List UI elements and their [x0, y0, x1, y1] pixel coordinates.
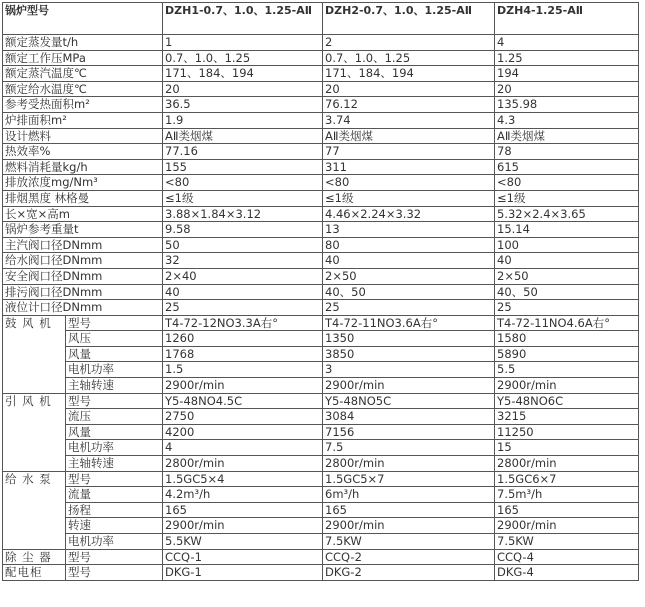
- spec-value: 40、50: [323, 284, 495, 300]
- spec-label: 给水阀口径DNmm: [3, 253, 163, 269]
- component-value: 3084: [323, 409, 495, 425]
- spec-value: 2×40: [163, 268, 323, 284]
- spec-value: 615: [495, 159, 639, 175]
- component-field-label: 风量: [66, 346, 163, 362]
- header-row: [3, 3, 639, 35]
- component-value: 2900r/min: [323, 378, 495, 394]
- component-value: 165: [495, 502, 639, 518]
- spec-value: 0.7、1.0、1.25: [323, 50, 495, 66]
- component-field-label: 型号: [66, 471, 163, 487]
- component-row: [3, 409, 639, 425]
- component-value: Y5-48NO4.5C: [163, 393, 323, 409]
- spec-label: 排放浓度mg/Nm³: [3, 175, 163, 191]
- component-row: [3, 315, 639, 331]
- spec-label: 热效率%: [3, 144, 163, 160]
- spec-value: AⅡ类烟煤: [495, 128, 639, 144]
- spec-row: [3, 97, 639, 113]
- spec-value: 40: [323, 253, 495, 269]
- spec-row: [3, 144, 639, 160]
- spec-value: 4.46×2.24×3.32: [323, 206, 495, 222]
- component-field-label: 型号: [66, 393, 163, 409]
- spec-value: 78: [495, 144, 639, 160]
- component-row: [3, 440, 639, 456]
- component-field-label: 电机功率: [66, 440, 163, 456]
- component-value: 2800r/min: [323, 456, 495, 472]
- component-value: 2900r/min: [163, 378, 323, 394]
- component-field-label: 流量: [66, 487, 163, 503]
- spec-value: 25: [163, 300, 323, 316]
- component-field-label: 转速: [66, 518, 163, 534]
- spec-row: [3, 50, 639, 66]
- component-value: 1.5: [163, 362, 323, 378]
- spec-value: 100: [495, 237, 639, 253]
- spec-value: 40: [163, 284, 323, 300]
- spec-value: 194: [495, 66, 639, 82]
- boiler-spec-table: [2, 2, 639, 581]
- spec-value: 2: [323, 35, 495, 51]
- spec-value: 50: [163, 237, 323, 253]
- spec-value: 3.88×1.84×3.12: [163, 206, 323, 222]
- component-value: 165: [163, 502, 323, 518]
- component-value: CCQ-4: [495, 549, 639, 565]
- spec-value: 25: [323, 300, 495, 316]
- component-value: 3850: [323, 346, 495, 362]
- component-value: 2900r/min: [163, 518, 323, 534]
- component-value: 1260: [163, 331, 323, 347]
- spec-value: <80: [163, 175, 323, 191]
- component-value: 1580: [495, 331, 639, 347]
- component-value: 2900r/min: [495, 378, 639, 394]
- spec-label: 炉排面积m²: [3, 112, 163, 128]
- model-header-1: DZH1-0.7、1.0、1.25-AⅡ: [163, 3, 323, 35]
- component-value: 7.5: [323, 440, 495, 456]
- spec-value: 155: [163, 159, 323, 175]
- spec-value: 40: [495, 253, 639, 269]
- component-value: DKG-2: [323, 565, 495, 581]
- spec-table-body: [3, 3, 639, 581]
- spec-row: [3, 268, 639, 284]
- spec-row: [3, 300, 639, 316]
- component-row: [3, 549, 639, 565]
- spec-value: 15.14: [495, 222, 639, 238]
- spec-label: 主汽阀口径DNmm: [3, 237, 163, 253]
- spec-value: 77.16: [163, 144, 323, 160]
- spec-row: [3, 284, 639, 300]
- component-value: DKG-1: [163, 565, 323, 581]
- component-field-label: 型号: [66, 549, 163, 565]
- component-row: [3, 393, 639, 409]
- spec-value: AⅡ类烟煤: [323, 128, 495, 144]
- spec-value: 1: [163, 35, 323, 51]
- spec-label: 排污阀口径DNmm: [3, 284, 163, 300]
- component-value: 2800r/min: [163, 456, 323, 472]
- component-field-label: 型号: [66, 315, 163, 331]
- spec-label: 额定蒸汽温度℃: [3, 66, 163, 82]
- spec-value: 40、50: [495, 284, 639, 300]
- component-value: 3: [323, 362, 495, 378]
- component-field-label: 扬程: [66, 502, 163, 518]
- spec-value: <80: [495, 175, 639, 191]
- component-value: 2800r/min: [495, 456, 639, 472]
- component-group-label: 除 尘 器: [3, 549, 66, 565]
- component-value: 1350: [323, 331, 495, 347]
- spec-row: [3, 66, 639, 82]
- component-row: [3, 362, 639, 378]
- spec-label: 安全阀口径DNmm: [3, 268, 163, 284]
- component-row: [3, 346, 639, 362]
- spec-row: [3, 81, 639, 97]
- spec-value: 20: [495, 81, 639, 97]
- component-value: DKG-4: [495, 565, 639, 581]
- component-field-label: 型号: [66, 565, 163, 581]
- spec-label: 排烟黑度 林格曼: [3, 190, 163, 206]
- spec-value: 311: [323, 159, 495, 175]
- component-value: 2900r/min: [495, 518, 639, 534]
- spec-value: 80: [323, 237, 495, 253]
- component-value: T4-72-12NO3.3A右°: [163, 315, 323, 331]
- spec-value: 20: [323, 81, 495, 97]
- component-row: [3, 331, 639, 347]
- component-field-label: 风量: [66, 424, 163, 440]
- spec-value: 0.7、1.0、1.25: [163, 50, 323, 66]
- spec-label: 额定蒸发量t/h: [3, 35, 163, 51]
- component-group-label: 鼓 风 机: [3, 315, 66, 393]
- component-value: T4-72-11NO4.6A右°: [495, 315, 639, 331]
- spec-value: <80: [323, 175, 495, 191]
- component-value: 5.5: [495, 362, 639, 378]
- component-row: [3, 502, 639, 518]
- component-value: 1.5GC5×7: [323, 471, 495, 487]
- spec-value: 171、184、194: [163, 66, 323, 82]
- spec-label: 额定给水温度℃: [3, 81, 163, 97]
- component-field-label: 电机功率: [66, 534, 163, 550]
- model-header-3: DZH4-1.25-AⅡ: [495, 3, 639, 35]
- spec-value: 36.5: [163, 97, 323, 113]
- component-value: T4-72-11NO3.6A右°: [323, 315, 495, 331]
- component-value: 6m³/h: [323, 487, 495, 503]
- component-value: 165: [323, 502, 495, 518]
- spec-value: 5.32×2.4×3.65: [495, 206, 639, 222]
- component-value: Y5-48NO5C: [323, 393, 495, 409]
- spec-label: 设计燃料: [3, 128, 163, 144]
- spec-value: 25: [495, 300, 639, 316]
- spec-label: 液位计口径DNmm: [3, 300, 163, 316]
- component-row: [3, 518, 639, 534]
- spec-value: 2×50: [323, 268, 495, 284]
- model-header-2: DZH2-0.7、1.0、1.25-AⅡ: [323, 3, 495, 35]
- component-value: 4200: [163, 424, 323, 440]
- spec-value: 4: [495, 35, 639, 51]
- spec-label: 燃料消耗量kg/h: [3, 159, 163, 175]
- spec-label: 额定工作压MPa: [3, 50, 163, 66]
- component-row: [3, 487, 639, 503]
- component-field-label: 电机功率: [66, 362, 163, 378]
- spec-label: 参考受热面积m²: [3, 97, 163, 113]
- spec-value: 1.9: [163, 112, 323, 128]
- spec-value: 2×50: [495, 268, 639, 284]
- spec-value: 32: [163, 253, 323, 269]
- component-value: 1.5GC6×7: [495, 471, 639, 487]
- component-field-label: 主轴转速: [66, 378, 163, 394]
- spec-value: 171、184、194: [323, 66, 495, 82]
- component-value: 5.5KW: [163, 534, 323, 550]
- spec-value: 3.74: [323, 112, 495, 128]
- component-value: 11250: [495, 424, 639, 440]
- component-value: 3215: [495, 409, 639, 425]
- spec-row: [3, 128, 639, 144]
- component-value: 1.5GC5×4: [163, 471, 323, 487]
- component-row: [3, 456, 639, 472]
- spec-value: ≤1级: [495, 190, 639, 206]
- spec-value: ≤1级: [323, 190, 495, 206]
- component-value: 2900r/min: [323, 518, 495, 534]
- component-value: 7.5KW: [323, 534, 495, 550]
- component-value: 4.2m³/h: [163, 487, 323, 503]
- spec-row: [3, 175, 639, 191]
- component-value: 4: [163, 440, 323, 456]
- spec-value: 4.3: [495, 112, 639, 128]
- spec-row: [3, 253, 639, 269]
- spec-value: 135.98: [495, 97, 639, 113]
- component-value: CCQ-1: [163, 549, 323, 565]
- spec-value: ≤1级: [163, 190, 323, 206]
- component-row: [3, 565, 639, 581]
- spec-value: 20: [163, 81, 323, 97]
- spec-row: [3, 190, 639, 206]
- spec-row: [3, 35, 639, 51]
- spec-label: 长×宽×高m: [3, 206, 163, 222]
- spec-value: AⅡ类烟煤: [163, 128, 323, 144]
- spec-row: [3, 112, 639, 128]
- component-row: [3, 378, 639, 394]
- component-field-label: 主轴转速: [66, 456, 163, 472]
- component-value: Y5-48NO6C: [495, 393, 639, 409]
- spec-value: 76.12: [323, 97, 495, 113]
- spec-value: 9.58: [163, 222, 323, 238]
- spec-row: [3, 222, 639, 238]
- boiler-model-header: 锅炉型号: [3, 3, 163, 35]
- component-field-label: 风压: [66, 331, 163, 347]
- spec-row: [3, 206, 639, 222]
- spec-row: [3, 159, 639, 175]
- component-value: 2750: [163, 409, 323, 425]
- component-field-label: 流压: [66, 409, 163, 425]
- spec-value: 77: [323, 144, 495, 160]
- component-row: [3, 534, 639, 550]
- component-group-label: 引 风 机: [3, 393, 66, 471]
- spec-label: 锅炉参考重量t: [3, 222, 163, 238]
- spec-row: [3, 237, 639, 253]
- component-group-label: 配电柜: [3, 565, 66, 581]
- component-value: 1768: [163, 346, 323, 362]
- component-value: 7.5m³/h: [495, 487, 639, 503]
- component-value: 7.5KW: [495, 534, 639, 550]
- component-value: CCQ-2: [323, 549, 495, 565]
- spec-value: 1.25: [495, 50, 639, 66]
- component-group-label: 给 水 泵: [3, 471, 66, 549]
- component-row: [3, 471, 639, 487]
- spec-value: 13: [323, 222, 495, 238]
- component-value: 5890: [495, 346, 639, 362]
- component-row: [3, 424, 639, 440]
- component-value: 7156: [323, 424, 495, 440]
- component-value: 15: [495, 440, 639, 456]
